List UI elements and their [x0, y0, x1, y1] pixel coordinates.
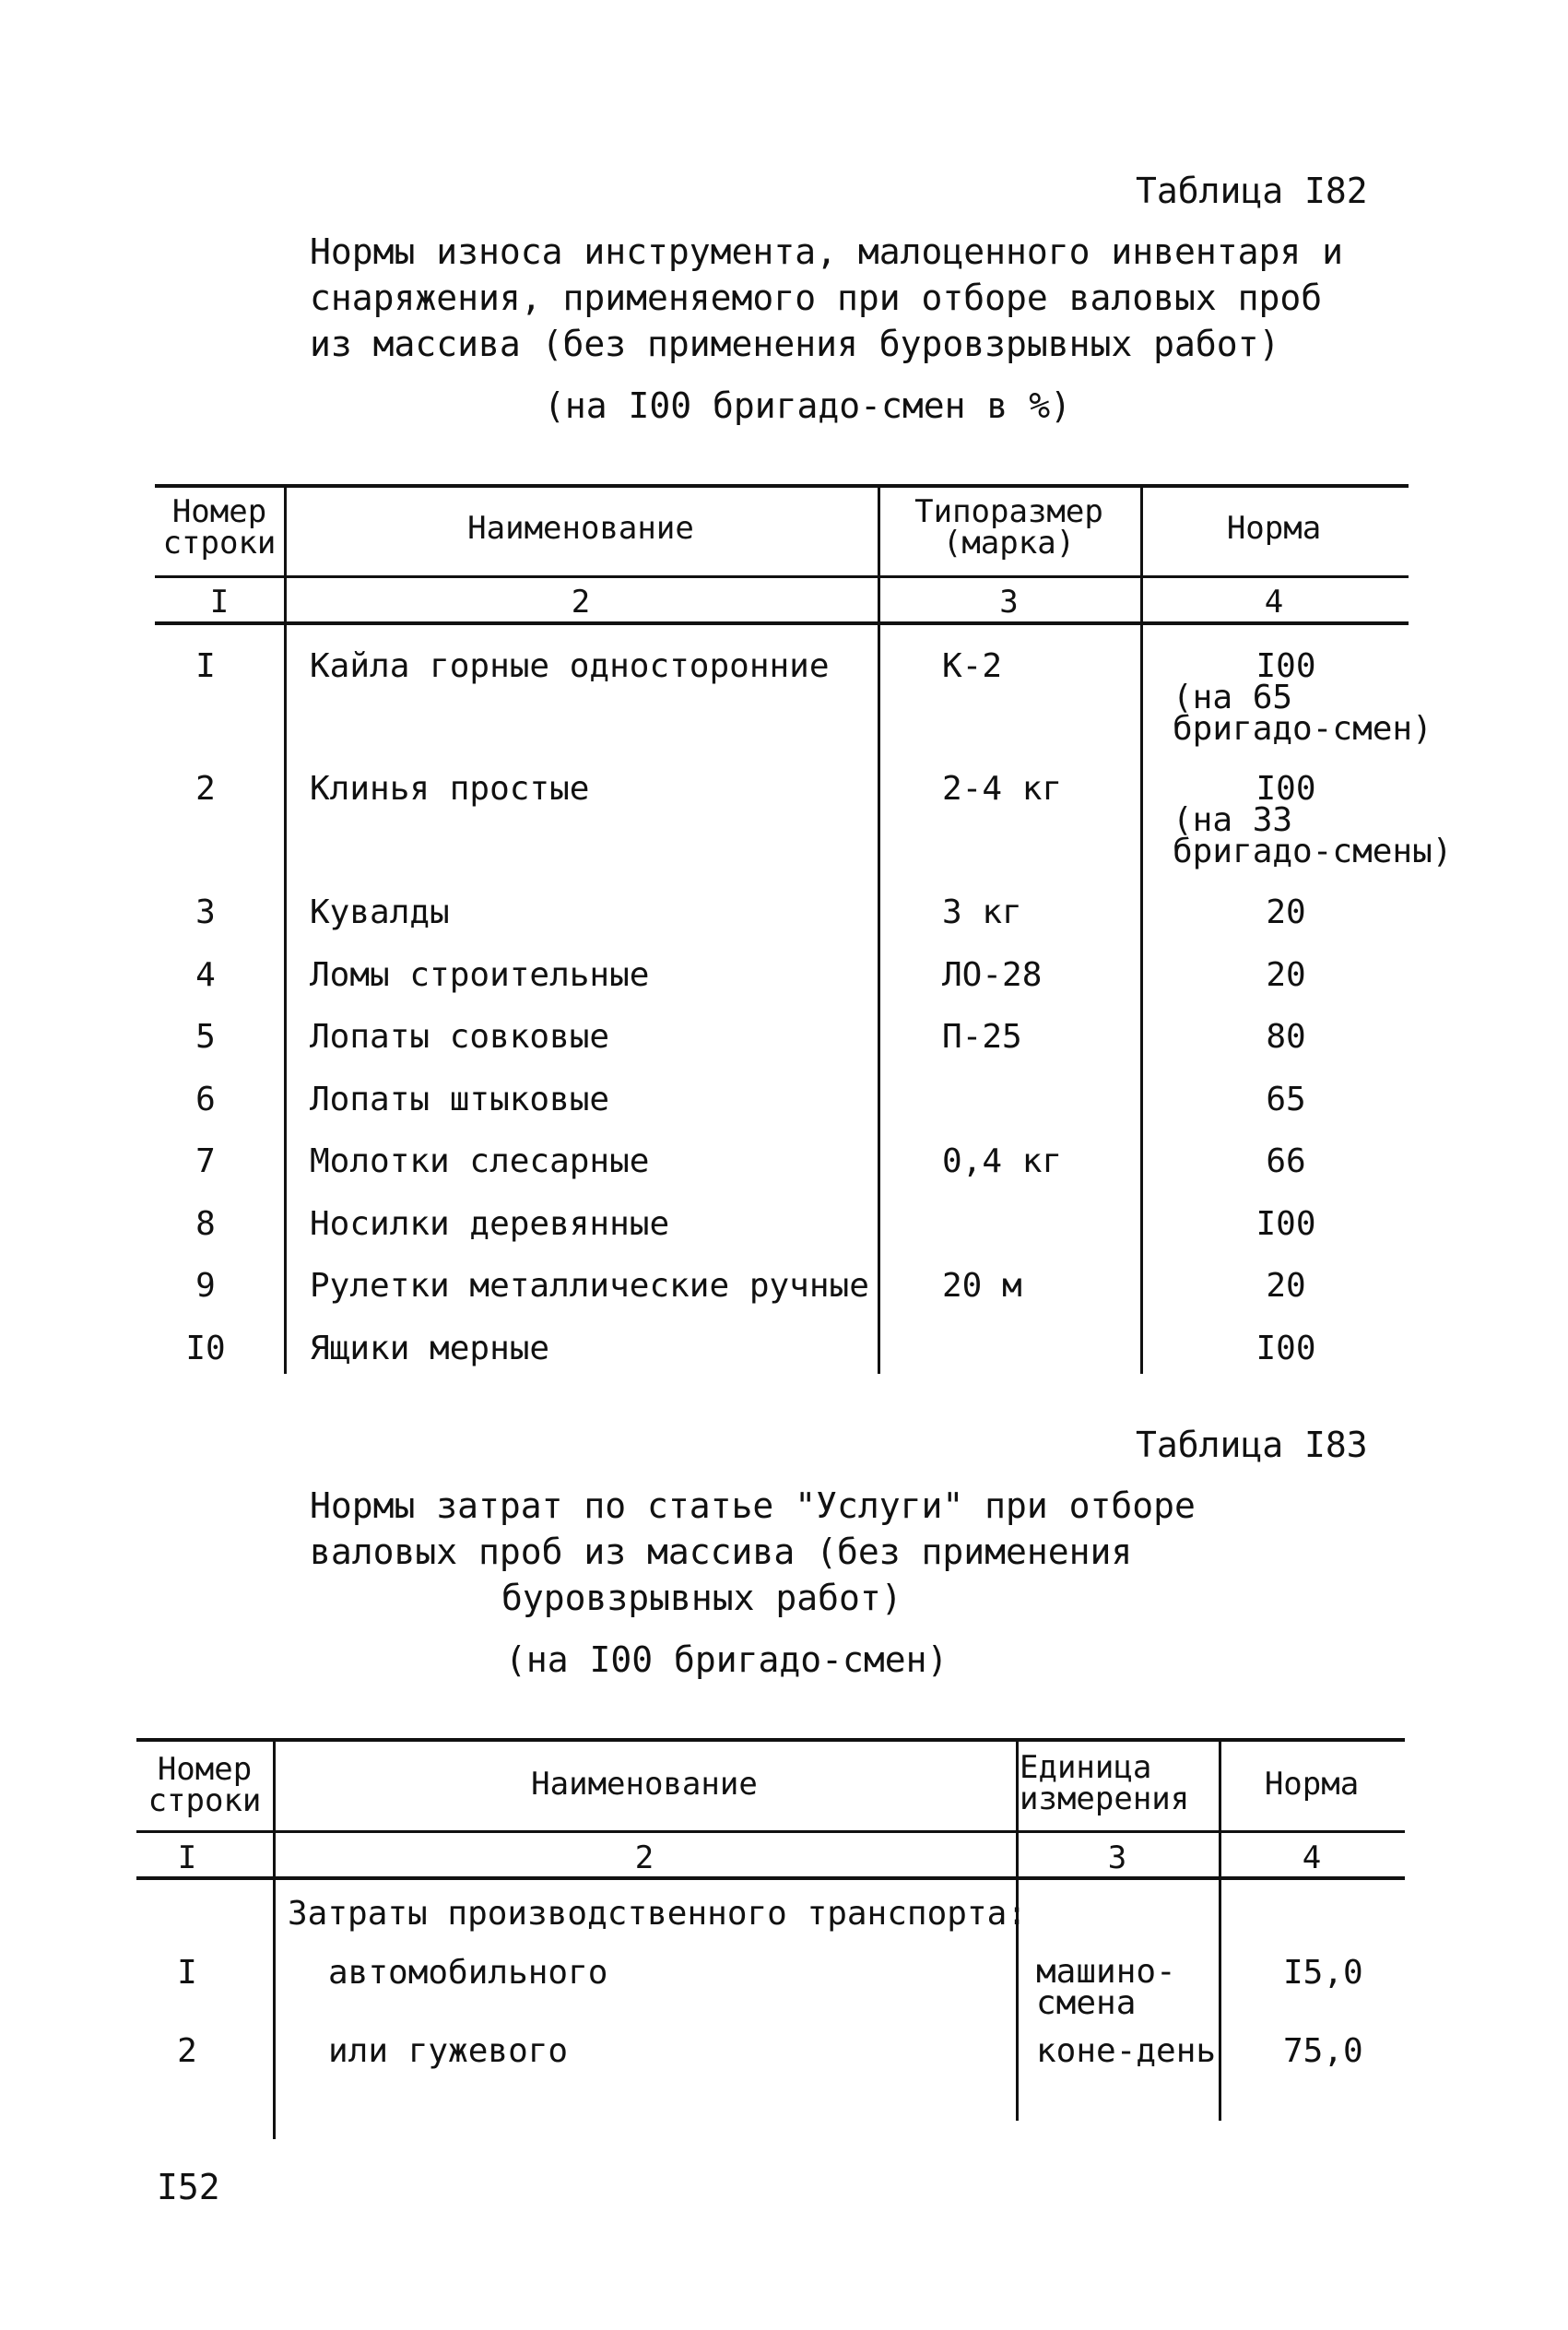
- table-183-subtitle: (на I00 бригадо-смен): [505, 1639, 949, 1680]
- row-number: 6: [195, 1081, 216, 1118]
- row-unit: коне-день: [1036, 2032, 1217, 2070]
- table-182-top-rule: [155, 484, 1409, 488]
- row-number: 5: [195, 1018, 216, 1056]
- colnum-2: 2: [571, 584, 591, 621]
- row-norm: 20: [1266, 893, 1306, 931]
- row-size: 20 м: [942, 1267, 1022, 1305]
- row-number: 2: [195, 770, 216, 808]
- table-183-top-rule: [136, 1738, 1405, 1742]
- row-size: 3 кг: [942, 893, 1022, 931]
- colnum-1: I: [177, 1839, 197, 1876]
- row-norm: I00: [1256, 647, 1316, 685]
- row-name: или гужевого: [328, 2032, 569, 2070]
- colnum-2: 2: [634, 1839, 654, 1876]
- table-183-number: Таблица I83: [1136, 1425, 1368, 1465]
- row-number: I: [195, 647, 216, 685]
- colnum-3: 3: [1107, 1839, 1127, 1876]
- row-norm: I00: [1256, 1205, 1316, 1243]
- header-line: измерения: [1020, 1780, 1190, 1817]
- row-size: К-2: [942, 647, 1003, 685]
- table-183-title: [310, 1483, 1196, 1621]
- row-norm: 20: [1266, 1267, 1306, 1305]
- header-name: Наименование: [467, 510, 694, 547]
- row-size: ЛО-28: [942, 956, 1043, 994]
- row-number: 8: [195, 1205, 216, 1243]
- note-line: (на 65: [1173, 679, 1293, 716]
- row-number: 3: [195, 893, 216, 931]
- table-183-header-rule: [136, 1830, 1405, 1833]
- row-norm: 80: [1266, 1018, 1306, 1056]
- title-line: снаряжения, применяемого при отборе валовых проб: [310, 278, 1323, 318]
- row-number: 7: [195, 1142, 216, 1180]
- colnum-4: 4: [1302, 1839, 1322, 1876]
- row-norm: 75,0: [1283, 2032, 1363, 2070]
- row-number: 9: [195, 1267, 216, 1305]
- table-182-header-rule: [155, 575, 1409, 578]
- row-size: 0,4 кг: [942, 1142, 1063, 1180]
- title-line: из массива (без применения буровзрывных работ): [310, 324, 1280, 364]
- title-line: буровзрывных работ): [501, 1578, 902, 1618]
- title-line: Нормы износа инструмента, малоценного инвентаря и: [310, 231, 1344, 272]
- row-unit: [1036, 1953, 1176, 2022]
- group-label: Затраты производственного транспорта:: [288, 1895, 1027, 1933]
- row-number: 4: [195, 956, 216, 994]
- row-number: 2: [177, 2032, 197, 2070]
- table-182-title: [310, 229, 1343, 367]
- row-norm: I00: [1256, 1330, 1316, 1367]
- row-name: Носилки деревянные: [310, 1205, 670, 1243]
- row-name: Кайла горные односторонние: [310, 647, 830, 685]
- row-norm-note: [1173, 801, 1453, 870]
- table-183-colnum-rule: [136, 1876, 1405, 1880]
- colnum-3: 3: [999, 584, 1019, 621]
- header-size: [878, 493, 1140, 562]
- row-name: Клинья простые: [310, 770, 590, 808]
- row-name: Рулетки металлические ручные: [310, 1267, 869, 1305]
- row-size: П-25: [942, 1018, 1022, 1056]
- table-182-number: Таблица I82: [1136, 171, 1368, 211]
- row-norm: 65: [1266, 1081, 1306, 1118]
- row-name: автомобильного: [328, 1954, 608, 1992]
- note-line: бригадо-смены): [1173, 833, 1453, 870]
- colnum-1: I: [209, 584, 230, 621]
- row-name: Лопаты штыковые: [310, 1081, 610, 1118]
- header-row-number: [136, 1751, 273, 1819]
- row-name: Молотки слесарные: [310, 1142, 650, 1180]
- header-name: Наименование: [531, 1766, 758, 1803]
- unit-line: смена: [1036, 1984, 1137, 2022]
- header-line: Единица: [1020, 1749, 1152, 1786]
- row-size: 2-4 кг: [942, 770, 1063, 808]
- row-name: Ящики мерные: [310, 1330, 550, 1367]
- colnum-4: 4: [1264, 584, 1284, 621]
- row-name: Ломы строительные: [310, 956, 650, 994]
- header-line: строки: [162, 525, 277, 562]
- header-line: Номер: [171, 493, 267, 530]
- page-number: I52: [157, 2167, 220, 2207]
- row-norm: I00: [1256, 770, 1316, 808]
- table-182-subtitle: (на I00 бригадо-смен в %): [544, 385, 1071, 426]
- row-norm: I5,0: [1283, 1954, 1363, 1992]
- header-line: Типоразмер: [914, 493, 1103, 530]
- header-unit: [1020, 1749, 1217, 1817]
- header-row-number: [155, 493, 284, 562]
- header-norm: Норма: [1264, 1766, 1360, 1803]
- title-line: валовых проб из массива (без применения: [310, 1532, 1133, 1572]
- table-182-colnum-rule: [155, 621, 1409, 625]
- row-norm-note: [1173, 679, 1432, 748]
- header-line: строки: [147, 1782, 262, 1819]
- header-line: (марка): [942, 525, 1076, 562]
- row-number: I: [177, 1954, 197, 1992]
- note-line: бригадо-смен): [1173, 710, 1432, 748]
- header-norm: Норма: [1226, 510, 1322, 547]
- note-line: (на 33: [1173, 801, 1293, 839]
- row-number: I0: [185, 1330, 226, 1367]
- header-line: Номер: [157, 1751, 253, 1788]
- row-name: Лопаты совковые: [310, 1018, 610, 1056]
- row-norm: 66: [1266, 1142, 1306, 1180]
- title-line: Нормы затрат по статье "Услуги" при отборе: [310, 1485, 1196, 1526]
- row-name: Кувалды: [310, 893, 450, 931]
- unit-line: машино-: [1036, 1953, 1176, 1991]
- row-norm: 20: [1266, 956, 1306, 994]
